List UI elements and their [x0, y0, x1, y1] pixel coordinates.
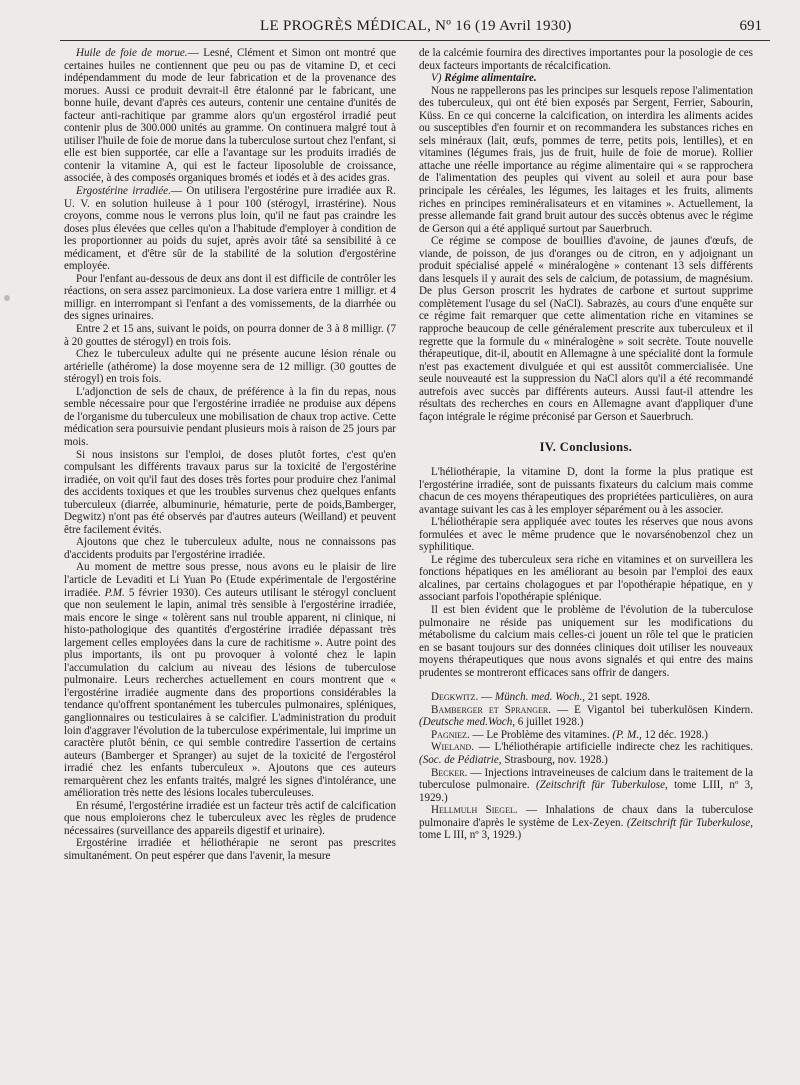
running-title: LE PROGRÈS MÉDICAL, Nº 16 (19 Avril 1930): [260, 18, 572, 34]
paragraph-text: Le régime des tuberculeux sera riche en vitamines et on surveillera les fonctions hépatiques en les améliorant au besoin par l'emploi des eaux alcalines, par certains cholagogues et par l'opothérapie hépatique, en y associant parfois l'opothérapie splénique.: [419, 553, 753, 604]
paragraph-text: Ajoutons que chez le tuberculeux adulte, nous ne connaissons pas d'accidents produits par l'ergostérine irradiée.: [64, 536, 396, 561]
paragraph-text: Nous ne rappellerons pas les principes sur lesquels repose l'alimentation des tuberculeux, qui ont été bien exposés par Sergent, Ferrier, Sabourin, Küss. En ce qui concerne la calcification, on interdira les aliments acides ou susceptibles d'en fournir et on recommandera les substances riches en sels minéraux (lait, œufs, pommes de terre, petits pois, lentilles), et en vitamines (légumes frais, jus de fruit, huile de foie de morue). Rollier attache une réelle importance au régime alimentaire qui « se rapprochera de l'alimentation des peuples qui vivent au soleil et aura pour base principale les céréales, les légumes, les laitages et les fruits, aliments riches en principes reminéralisateurs et en vitamines ». Actuellement, la presse allemande fait grand bruit autour des succès obtenus avec le régime de Gerson qui a été appliqué surtout par Sauerbruch.: [419, 84, 753, 235]
reference-source: Münch. med. Woch.: [494, 691, 583, 704]
paper-speck: [4, 295, 10, 301]
reference-source: (Soc. de Pédiatrie,: [419, 753, 502, 766]
paragraph-text: 5 février 1930). Ces auteurs utilisant le stérogyl concluent que non seulement le lapin, animal très sensible à l'ergostérine irradiée, mais encore le singe « tolèrent sans nul trouble apparent, ni clinique, ni histo-pathologique des quantités d'ergostérine irradiée dépassant très largement celles employées dans la cure de rachitisme ». Autre point des plus importants, ils ont pu provoquer à volonté chez le lapin l'accumulation du calcium au niveau des lésions de tuberculose pulmonaire. Leurs recherches actuellement en cours montrent que « l'ergostérine irradiée augmente dans des proportions considérables la tendance qu'offrent spontanément les tubercules pulmonaires, spléniques, ganglionnaires ou testiculaires à se calcifier. L'administration du produit loin d'aggraver l'évolution de la tuberculose expérimentale, lui imprime un caractère plutôt bénin, ce qui semble contredire l'assertion de certains auteurs (Bamberger et Spranger) au sujet de la toxicité de l'ergostérol irradié chez les enfants tuberculeux ». Ajoutons que ces auteurs remarquèrent chez les enfants traités, malgré les signes d'intolérance, une amélioration très nette des lésions locales tuberculeuses.: [64, 586, 397, 800]
conclusions-heading: IV. Conclusions.: [539, 440, 633, 455]
paragraph-text: de la calcémie fournira des directives importantes pour la posologie de ces deux facteurs importants de récalcification.: [419, 47, 753, 72]
paragraph-text: — Lesné, Clément et Simon ont montré que certaines huiles ne contiennent que peu ou pas de vitamine D, et ceci indépendamment du mode de leur fabrication et de la provenance des morues. Aussi ce produit devrait-il être étalonné par le fabricant, une bonne huile, devant d'après ces auteurs, contenir une centaine d'unités de facteur anti-rachitique par gramme alors qu'un ergostérol irradié peut contenir plus de 300.000 unités au gramme. On continuera malgré tout à utiliser l'huile de foie de morue dans la tuberculose surtout chez l'enfant, si elle est bien supportée, car elle a l'avantage sur les produits irradiés de contenir la vitamine A, qui est le facteur liposoluble de croissance, associée, à des composés organiques bromés et iodés et à des acides gras.: [64, 47, 396, 185]
paragraph-text: Il est bien évident que le problème de l'évolution de la tuberculose pulmonaire ne réside pas uniquement sur les modifications du métabolisme du calcium mais celles-ci jouent un rôle tel que le praticien en se basant toujours sur des données cliniques doit utiliser les nouveaux moyens thérapeutiques que nous avons signalés et qui entre des mains prudentes se montreront efficaces sans offrir de dangers.: [419, 603, 753, 679]
references-list: [419, 691, 753, 842]
section-number: V): [431, 72, 442, 85]
section-heading: [419, 72, 753, 85]
reference-text: — E Vigantol bei tuberkulösen Kindern.: [550, 703, 754, 716]
paragraph-levaditi: [64, 561, 396, 799]
reference-item: [419, 767, 753, 805]
left-column: [64, 47, 396, 863]
reference-item: [419, 704, 753, 729]
paragraph-text: L'adjonction de sels de chaux, de préférence à la fin du repas, nous semble nécessaire pour que l'ergostérine irradiée ne produise aux dépens de l'organisme du tuberculeux une mobilisation de chaux trop active. Cette médication sera poursuivie pendant plusieurs mois à raison de 25 jours par mois.: [64, 385, 396, 448]
reference-date: 6 juillet 1928.): [515, 716, 584, 729]
reference-item: [419, 691, 753, 704]
reference-date: Strasbourg, nov. 1928.): [501, 753, 608, 766]
page-header: [60, 18, 770, 41]
page-number: 691: [739, 18, 762, 34]
paragraph-text: Ergostérine irradiée et héliothérapie ne seront pas prescrites simultanément. On peut espérer que dans l'avenir, la mesure: [64, 837, 396, 862]
paragraph-text: Entre 2 et 15 ans, suivant le poids, on pourra donner de 3 à 8 milligr. (7 à 20 gouttes de stérogyl) en trois fois.: [64, 323, 396, 348]
reference-author: Becker.: [431, 766, 468, 779]
paragraph-text: Chez le tuberculeux adulte qui ne présente aucune lésion rénale ou artérielle (athérome) la dose moyenne sera de 12 milligr. (30 gouttes de stérogyl) en trois fois.: [64, 348, 396, 386]
reference-author: Wieland.: [431, 741, 475, 754]
journal-abbrev: P.M.: [104, 586, 125, 599]
paragraph-lead: Huile de foie de morue.: [76, 47, 188, 59]
reference-author: Hellmulh Siegel.: [431, 804, 518, 817]
reference-author: Pagniez.: [431, 728, 470, 741]
paragraph-text: Au moment de mettre sous presse, nous avons eu le plaisir de lire l'article de Levaditi et Li Yuan Po (Etude expérimentale de l'ergostérine irradiée.: [64, 561, 396, 599]
reference-date: , 21 sept. 1928.: [582, 691, 651, 704]
reference-source: (Deutsche med.Woch,: [419, 716, 516, 729]
reference-date: tome L III, nº 3, 1929.): [419, 829, 522, 842]
reference-author: Bamberger et Spranger.: [431, 703, 551, 716]
reference-source: (Zeitschrift für Tuberkulose,: [626, 816, 753, 829]
reference-author: Degkwitz.: [431, 691, 479, 704]
reference-source: (Zeitschrift für Tuberkulose,: [535, 779, 668, 792]
reference-item: [419, 804, 753, 842]
paragraph-irradiated-ergosterine: [64, 185, 396, 273]
reference-text: —: [478, 691, 495, 704]
right-column: [419, 47, 753, 842]
section-title: Régime alimentaire.: [444, 72, 537, 85]
paragraph-text: L'héliothérapie, la vitamine D, dont la forme la plus pratique est l'ergostérine irradiée, sont de puissants fixateurs du calcium mais comme chacun de ces moyens thérapeutiques des propriétées particulières, on aura avantage suivant les cas à les employer séparément ou à les associer.: [419, 465, 753, 516]
reference-text: — Injections intraveineuses de calcium dans le traitement de la tuberculose pulmonaire.: [419, 766, 753, 792]
reference-text: — Inhalations de chaux dans la tuberculose pulmonaire d'après le système de Lex-Zeyen.: [419, 804, 753, 829]
paragraph-text: En résumé, l'ergostérine irradiée est un facteur très actif de calcification que nous emploierons chez le tuberculeux avec les règles de prudence nécessaires (surveillance des appareils digestif et urinaire).: [64, 799, 396, 837]
paragraph-text: Pour l'enfant au-dessous de deux ans dont il est difficile de contrôler les réactions, on sera assez parcimonieux. La dose variera entre 1 milligr. et 4 milligr. en interrompant si l'enfant a des vomissements, de la diarrhée ou des signes urinaires.: [64, 272, 396, 323]
reference-text: — L'héliothérapie artificielle indirecte chez les rachitiques.: [474, 741, 753, 754]
paragraph-text: Si nous insistons sur l'emploi, de doses plutôt fortes, c'est qu'en compulsant les différents travaux parus sur la toxicité de l'ergostérine irradiée, on voit qu'il faut des doses très fortes pour produire chez l'animal des accidents toxiques et que les troubles survenus chez quelques enfants tuberculeux (diarrée, albuminurie, hématurie, perte de poids,Bamberger, Degwitz) n'ont pas été observés par d'autres auteurs (Weilland) et peuvent être facilement évités.: [64, 448, 396, 536]
paragraph-text: Ce régime se compose de bouillies d'avoine, de jaunes d'œufs, de viande, de poisson, de jus d'oranges ou de citron, en y adjoignant un produit spécialisé appelé « minéralogène » contenant 13 sels différents dans lesquels il y aurait des sels de calcium, de potassium, de magnésium. De plus Gerson proscrit les hydrates de carbone et surtout supprime complètement l'usage du sel (NaCl). Sabrazès, au cours d'une enquête sur ce régime fait remarquer que cette alimentation riche en vitamines se rapproche beaucoup de celle généralement prescrite aux tuberculeux et il regrette que la formule du « minéralogène » soit secrète. Toute nouvelle thérapeutique, dit-il, aboutit en Allemagne à une spécialité dont la formule n'est pas exactement divulguée et qui est aussitôt commercialisée. Une seule nouveauté est la suppression du NaCl alors qu'il a été recommandé autrefois avec succès par différents auteurs. Aussi faut-il attendre les résultats des recherches en cours en Allemagne avant d'appliquer d'une façon intégrale le régime préconisé par Gerson et Sauerbruch.: [419, 235, 753, 423]
reference-date: 12 déc. 1928.): [641, 728, 708, 741]
reference-text: — Le Problème des vitamines.: [469, 728, 613, 741]
reference-item: [419, 729, 753, 742]
paragraph-lead: Ergostérine irradiée.: [76, 185, 171, 198]
reference-item: [419, 741, 753, 766]
paragraph-text: L'héliothérapie sera appliquée avec toutes les réserves que nous avons formulées et avec le même prudence que le novarsénobenzol chez un syphilitique.: [419, 516, 753, 554]
paragraph-cod-liver-oil: [64, 47, 396, 185]
reference-source: (P. M.,: [612, 728, 642, 741]
paragraph-text: — On utilisera l'ergostérine pure irradiée aux R. U. V. en solution huileuse à 1 pour 100 (stérogyl, irrastérine). Nous croyons, comme nous le verrons plus loin, qu'il ne faut pas craindre les doses plus élevées que celles qu'on a l'habitude d'employer à condition de les proportionner au poids du sujet, après avoir tâté sa sensibilité à ce médicament, et d'être sûr de la stabilité de la solution d'ergostérine employée.: [64, 185, 396, 273]
reference-date: tome LIII, nº 3, 1929.): [419, 779, 754, 804]
